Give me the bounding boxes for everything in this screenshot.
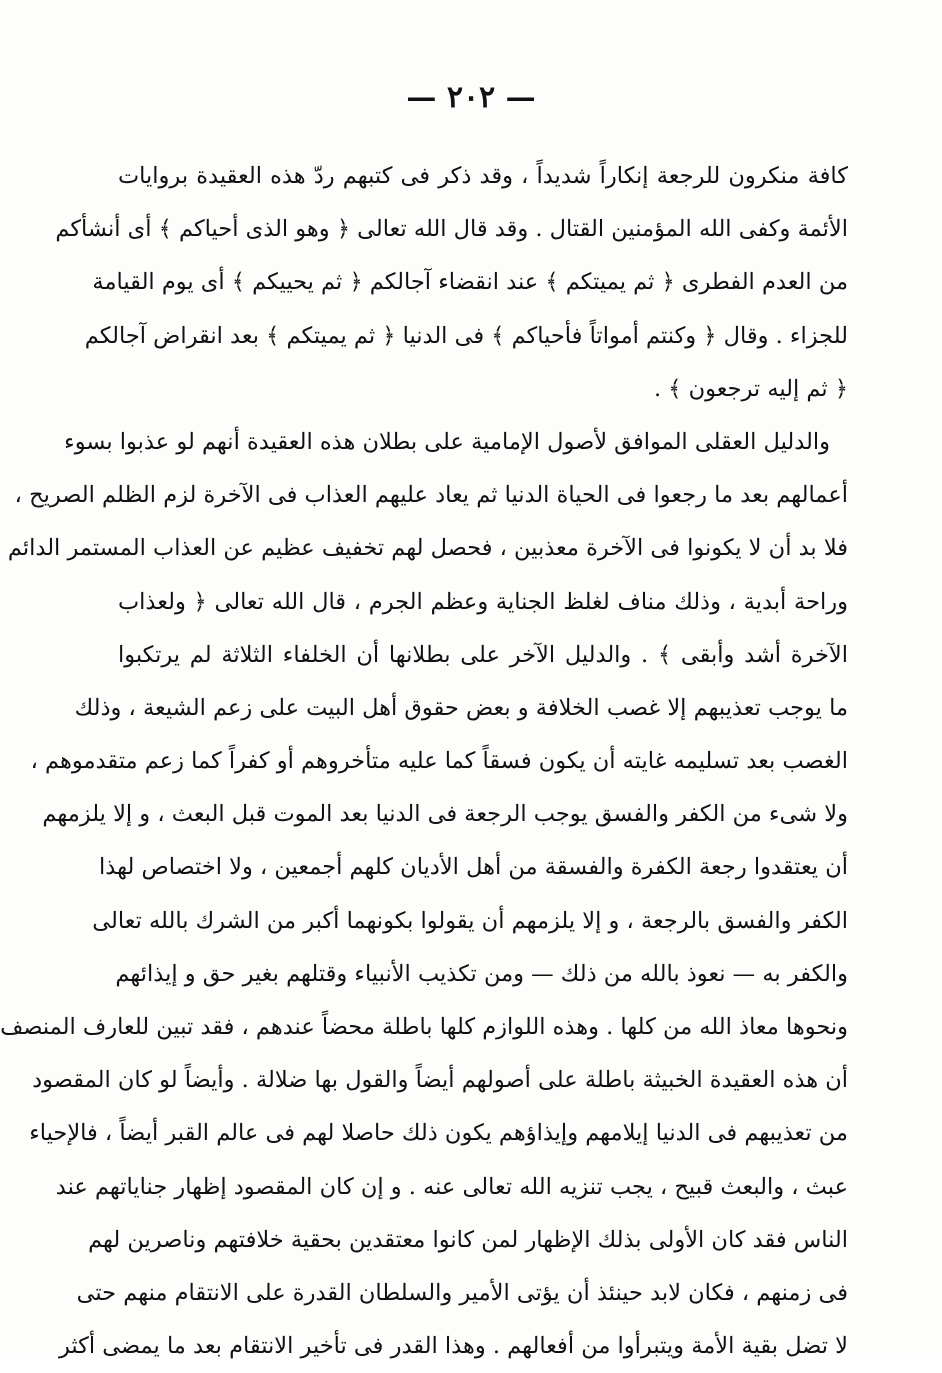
text-line: وراحة أبدية ، وذلك مناف لغلظ الجناية وعظم الجرم ، قال الله تعالى ﴿ ولعذاب [118,588,848,615]
text-line: أن هذه العقيدة الخبيثة باطلة على أصولهم أيضاً والقول بها ضلالة . وأيضاً لو كان المقصود [32,1067,848,1094]
body-text [0,150,848,1373]
text-line: الآخرة أشد وأبقى ﴾ . والدليل الآخر على بطلانها أن الخلفاء الثلاثة لم يرتكبوا [118,641,848,668]
text-line: أن يعتقدوا رجعة الكفرة والفسقة من أهل الأديان كلهم أجمعين ، ولا اختصاص لهذا [99,854,848,881]
text-line: الكفر والفسق بالرجعة ، و إلا يلزمهم أن يقولوا بكونهما أكبر من الشرك بالله تعالى [92,907,848,934]
text-line: الناس فقد كان الأولى بذلك الإظهار لمن كانوا معتقدين بحقية خلافتهم وناصرين لهم [88,1226,848,1253]
text-line: لا تضل بقية الأمة ويتبرأوا من أفعالهم . وهذا القدر فى تأخير الانتقام بعد ما يمضى أكثر [58,1333,848,1360]
text-line: أعمالهم بعد ما رجعوا فى الحياة الدنيا ثم يعاد عليهم العذاب فى الآخرة لزم الظلم الصريح ، [14,482,848,509]
text-line: من تعذيبهم فى الدنيا إيلامهم وإيذاؤهم يكون ذلك حاصلا لهم فى عالم القبر أيضاً ، فالإحياء [29,1120,848,1147]
text-line: والكفر به — نعوذ بالله من ذلك — ومن تكذيب الأنبياء وقتلهم بغير حق و إيذائهم [115,960,848,987]
text-line: عبث ، والبعث قبيح ، يجب تنزيه الله تعالى عنه . و إن كان المقصود إظهار جناياتهم عند [55,1173,848,1200]
text-line: للجزاء . وقال ﴿ وكنتم أمواتاً فأحياكم ﴾ فى الدنيا ﴿ ثم يميتكم ﴾ بعد انقراض آجالكم [84,322,848,349]
text-line: الغصب بعد تسليمه غايته أن يكون فسقاً كما عليه متأخروهم أو كفراً كما زعم متقدموهم ، [30,748,848,775]
text-line: ما يوجب تعذيبهم إلا غصب الخلافة و بعض حقوق أهل البيت على زعم الشيعة ، وذلك [74,694,848,721]
text-line: والدليل العقلى الموافق لأصول الإمامية على بطلان هذه العقيدة أنهم لو عذبوا بسوء [64,428,830,455]
text-line: من العدم الفطرى ﴿ ثم يميتكم ﴾ عند انقضاء آجالكم ﴿ ثم يحييكم ﴾ أى يوم القيامة [92,269,848,296]
text-line: الأئمة وكفى الله المؤمنين القتال . وقد قال الله تعالى ﴿ وهو الذى أحياكم ﴾ أى أنشأكم [55,216,848,243]
text-line: ولا شىء من الكفر والفسق يوجب الرجعة فى الدنيا بعد الموت قبل البعث ، و إلا يلزمهم [42,801,848,828]
text-line: ﴿ ثم إليه ترجعون ﴾ . [653,375,848,402]
text-line: ونحوها معاذ الله من كلها . وهذه اللوازم كلها باطلة محضاً عندهم ، فقد تبين للعارف المنصف [0,1014,848,1040]
page-number: — ٢٠٢ — [406,80,536,115]
text-line: فى زمنهم ، فكان لابد حينئذ أن يؤتى الأمير والسلطان القدرة على الانتقام منهم حتى [76,1279,848,1306]
text-line: كافة منكرون للرجعة إنكاراً شديداً ، وقد ذكر فى كتبهم ردّ هذه العقيدة بروايات [118,163,848,189]
text-line: فلا بد أن لا يكونوا فى الآخرة معذبين ، فحصل لهم تخفيف عظيم عن العذاب المستمر الدائم [7,535,848,562]
